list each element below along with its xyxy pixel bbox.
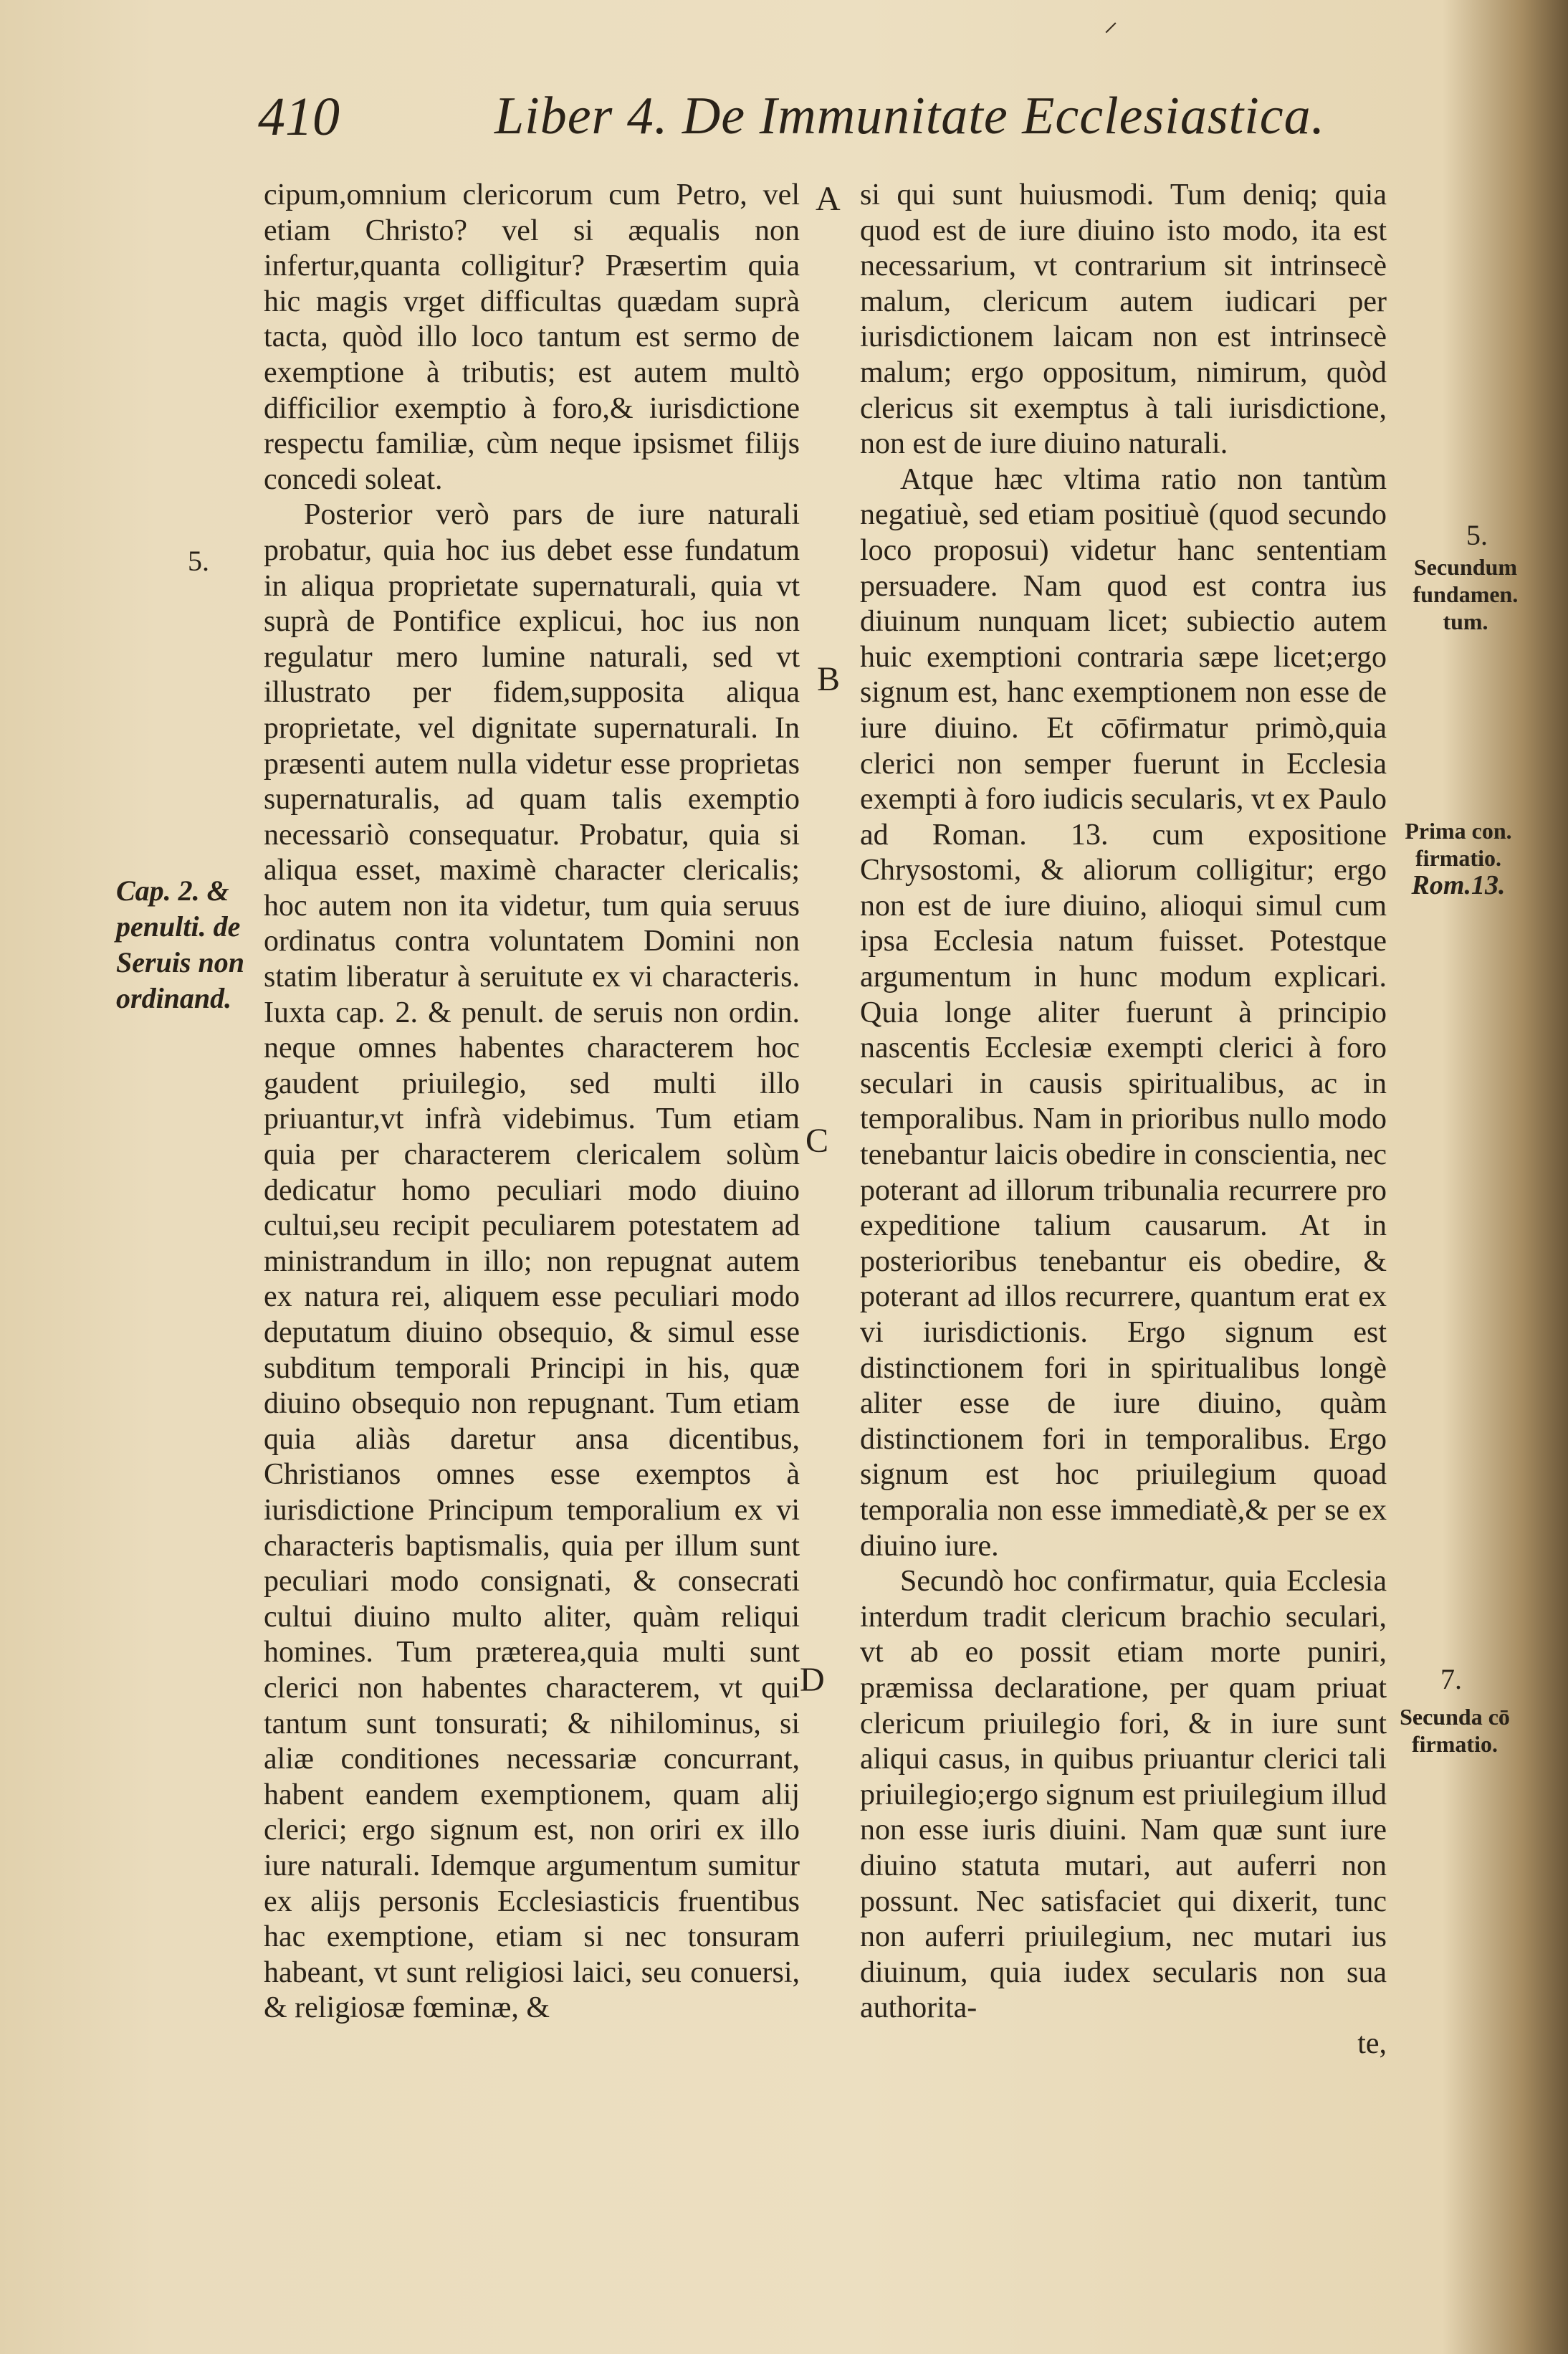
ink-mark: ⸝ xyxy=(1104,5,1118,38)
paragraph: Secundò hoc confirmatur, quia Ecclesia interdum tradit clericum brachio seculari, vt ab eo possit etiam morte puniri, præmissa declaratione, per quam priuat clericum priuilegio fori, & in iure sunt aliqui casus, in quibus priuantur clerici tali priuilegio;ergo signum est priuilegium illud non esse iuris diuini. Nam quæ sunt iure diuino statuta mutari, aut auferri non possunt. Nec satisfaciet qui dixerit, tunc non auferri priuilegium, nec mutari ius diuinum, quia iudex secularis non sua authorita- xyxy=(860,1565,1387,2025)
section-letter-a: A xyxy=(816,180,841,218)
note-line: tum. xyxy=(1443,609,1488,634)
citation-line: ordinand. xyxy=(116,982,232,1014)
page-number: 410 xyxy=(258,87,340,147)
section-letter-c: C xyxy=(805,1122,829,1160)
note-line: firmatio. xyxy=(1412,1731,1498,1757)
left-margin-number-5: 5. xyxy=(188,545,209,577)
right-margin-secundum-fundamentum xyxy=(1405,553,1526,635)
note-line: Prima con. xyxy=(1405,818,1512,844)
note-line: Secundum xyxy=(1413,554,1518,580)
citation-line: penulti. de xyxy=(116,910,241,943)
page-header xyxy=(258,86,1333,158)
right-margin-number-7: 7. xyxy=(1440,1663,1462,1695)
left-margin-citation xyxy=(116,873,259,1016)
note-line: fundamen. xyxy=(1412,581,1519,607)
note-line: firmatio. xyxy=(1415,845,1501,871)
citation-line: Seruis non xyxy=(116,946,244,978)
section-letter-b: B xyxy=(817,660,841,698)
paragraph: cipum,omnium clericorum cum Petro, vel etiam Christo? vel si æqualis non infertur,quanta colligitur? Præsertim quia hic magis vrget difficultas quædam suprà tacta, quòd illo loco tantum est sermo de exemptione à tributis; est autem multò difficilior exemptio à foro,& iurisdictione respectu familiæ, cùm neque ipsismet filijs concedi soleat. xyxy=(264,178,800,496)
note-line: Rom.13. xyxy=(1411,870,1506,900)
right-margin-secunda-confirmatio xyxy=(1390,1703,1519,1758)
right-margin-prima-confirmatio xyxy=(1405,817,1512,899)
right-margin-number-5: 5. xyxy=(1466,519,1488,551)
left-text-column xyxy=(264,178,800,2026)
paragraph: Atque hæc vltima ratio non tantùm negatiuè, sed etiam positiuè (quod secundo loco proposui) videtur hanc sententiam persuadere. Nam quod est contra ius diuinum nunquam licet; subiectio autem huic exemptioni contraria sæpe licet;ergo signum est, hanc exemptionem non esse de iure diuino. Et cōfirmatur primò,quia clerici non semper fuerunt in Ecclesia exempti à foro iudicis secularis, vt ex Paulo ad Roman. 13. cum expositione Chrysostomi, & aliorum colligitur; ergo non est de iure diuino, alioqui simul cum ipsa Ecclesia natum fuisset. Potestque argumentum in hunc modum explicari. Quia longe aliter fuerunt à principio nascentis Ecclesiæ exempti clerici à foro seculari in causis spiritualibus, ac in temporalibus. Nam in prioribus nullo modo tenebantur laicis obedire in conscientia, nec poterant ad illorum tribunalia recurrere pro expeditione talium causarum. At in posterioribus tenebantur eis obedire, & poterant ad illos recurrere, quantum erat ex vi iurisdictionis. Ergo signum est distinctionem fori in spiritualibus longè aliter esse de iure diuino, quàm distinctionem fori in temporalibus. Ergo signum est hoc priuilegium quoad temporalia non esse immediatè,& per se ex diuino iure. xyxy=(860,462,1387,1563)
note-line: Secunda cō xyxy=(1400,1704,1510,1730)
running-title: Liber 4. De Immunitate Ecclesiastica. xyxy=(494,87,1326,146)
paragraph: Posterior verò pars de iure naturali probatur, quia hoc ius debet esse fundatum in aliqua proprietate supernaturali, quia vt suprà de Pontifice explicui, hoc ius non regulatur mero lumine naturali, sed vt illustrato per fidem,supposita aliqua proprietate, vel dignitate supernaturali. In præsenti autem nulla videtur esse proprietas supernaturalis, ad quam talis exemptio necessariò consequatur. Probatur, quia si aliqua esset, maximè character clericalis; hoc autem non ita videtur, tum quia seruus ordinatus contra voluntatem Domini non statim liberatur à seruitute ex vi characteris. Iuxta cap. 2. & penult. de seruis non ordin. neque omnes habentes characterem hoc gaudent priuilegio, sed multi illo priuantur,vt infrà videbimus. Tum etiam quia per characterem clericalem solùm dedicatur homo peculiari modo diuino cultui,seu recipit peculiarem potestatem ad ministrandum in illo; non repugnat autem ex natura rei, aliquem esse peculiari modo deputatum diuino obsequio, & simul esse subditum temporali Principi in his, quæ diuino obsequio non repugnant. Tum etiam quia aliàs daretur ansa dicentibus, Christianos omnes esse exemptos à iurisdictione Principum temporalium ex vi characteris baptismalis, quia per illum sunt peculiari modo consignati, & consecrati cultui diuino multo aliter, quàm reliqui homines. Tum præterea,quia multi sunt clerici non habentes characterem, vt qui tantum sunt tonsurati; & nihilominus, si aliæ conditiones necessariæ concurrant, habent eandem exemptionem, quam alij clerici; ergo signum est, non oriri ex illo iure naturali. Idemque argumentum sumitur ex alijs personis Ecclesiasticis fruentibus hac exemptione, etiam si nec tonsuram habeant, vt sunt religiosi laici, seu conuersi, & religiosæ fœminæ, & xyxy=(264,498,800,2025)
section-letter-d: D xyxy=(800,1661,825,1699)
paragraph: si qui sunt huiusmodi. Tum deniq; quia quod est de iure diuino isto modo, ita est necessarium, vt contrarium sit intrinsecè malum, clericum autem iudicari per iurisdictionem laicam non est intrinsecè malum; ergo oppositum, nimirum, quòd clericus sit exemptus à tali iurisdictione, non est de iure diuino naturali. xyxy=(860,178,1387,461)
catchword: te, xyxy=(1357,2026,1387,2060)
right-text-column xyxy=(860,178,1387,2062)
citation-line: Cap. 2. & xyxy=(116,875,229,907)
